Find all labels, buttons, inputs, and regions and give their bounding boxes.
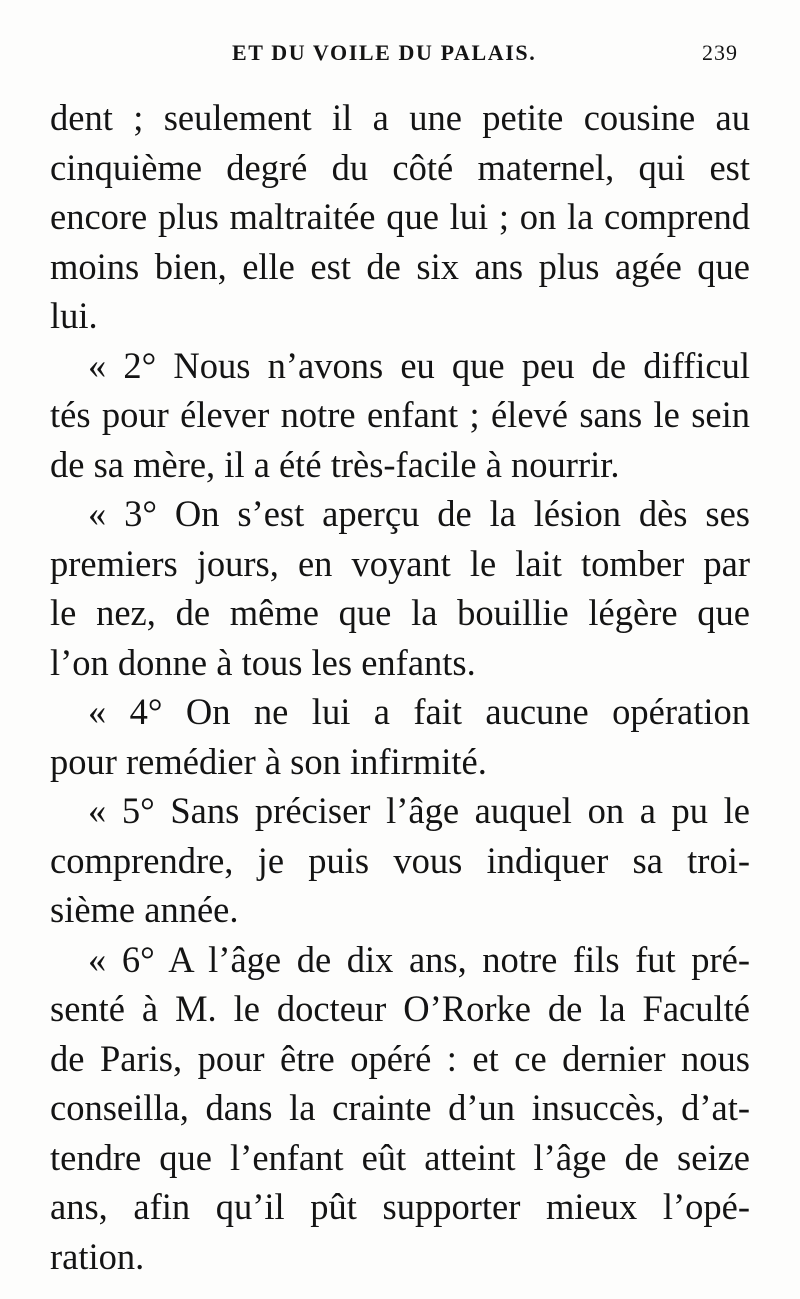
text-line: de Paris, pour être opéré : et ce dernier nous — [50, 1037, 750, 1079]
text-line: « 4° On ne lui a fait aucune opération — [88, 691, 750, 732]
body-text — [50, 93, 750, 1281]
text-line: encore plus maltraitée que lui ; on la comprend — [50, 196, 750, 237]
text-line: lui. — [50, 295, 98, 336]
text-line: tendre que l’enfant eût atteint l’âge de seize — [50, 1136, 750, 1178]
text-line: moins bien, elle est de six ans plus agée que — [50, 245, 750, 287]
text-line: ans, afin qu’il pût supporter mieux l’opé- — [50, 1186, 750, 1227]
running-title: ET DU VOILE DU PALAIS. — [232, 40, 537, 65]
text-line: comprendre, je puis vous indiquer sa troi- — [50, 839, 750, 881]
text-line: tés pour élever notre enfant ; élevé sans le sein — [50, 394, 750, 435]
text-line: « 3° On s’est aperçu de la lésion dès ses — [88, 493, 750, 534]
text-line: de sa mère, il a été très-facile à nourrir. — [50, 443, 620, 485]
text-line: senté à M. le docteur O’Rorke de la Faculté — [50, 988, 750, 1029]
text-line: « 5° Sans préciser l’âge auquel on a pu le — [88, 790, 750, 831]
text-line: l’on donne à tous les enfants. — [50, 641, 476, 683]
text-line: pour remédier à son infirmité. — [50, 740, 487, 782]
text-line: dent ; seulement il a une petite cousine au — [50, 97, 750, 138]
text-line: « 6° A l’âge de dix ans, notre fils fut pré- — [88, 938, 750, 980]
text-line: cinquième degré du côté maternel, qui est — [50, 146, 750, 188]
text-line: ration. — [50, 1235, 145, 1277]
page-header — [0, 36, 800, 76]
page-number: 239 — [702, 40, 738, 65]
text-line: le nez, de même que la bouillie légère que — [50, 592, 750, 633]
text-line: premiers jours, en voyant le lait tomber par — [50, 542, 750, 584]
text-line: « 2° Nous n’avons eu que peu de difficul — [88, 344, 750, 386]
text-line: conseilla, dans la crainte d’un insuccès, d’at- — [50, 1087, 750, 1128]
text-line: sième année. — [50, 889, 239, 930]
